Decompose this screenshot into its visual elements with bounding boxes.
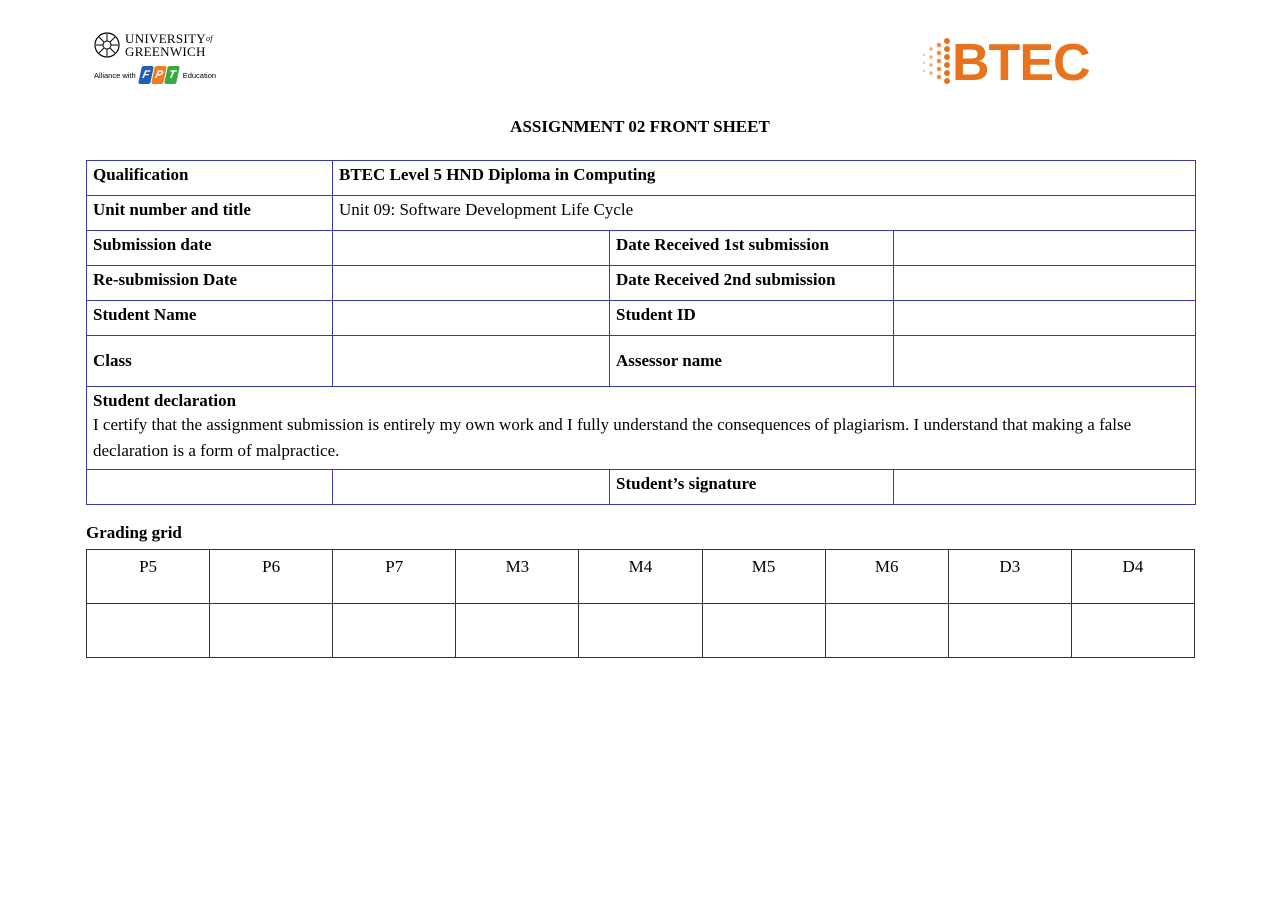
grade-cell-d3[interactable] bbox=[948, 604, 1071, 658]
assessor-field[interactable] bbox=[894, 336, 1196, 387]
signature-field[interactable] bbox=[894, 470, 1196, 505]
grade-header-d3: D3 bbox=[948, 550, 1071, 604]
fpt-letter-f: F bbox=[138, 66, 154, 84]
signature-label: Student’s signature bbox=[610, 470, 894, 505]
qualification-value: BTEC Level 5 HND Diploma in Computing bbox=[333, 161, 1196, 196]
alliance-suffix: Education bbox=[182, 70, 217, 80]
university-name-line1: UNIVERSITY bbox=[125, 31, 206, 46]
resubmission-date-field[interactable] bbox=[333, 266, 610, 301]
unit-label: Unit number and title bbox=[87, 196, 333, 231]
signature-blank-2 bbox=[333, 470, 610, 505]
grading-grid bbox=[86, 549, 1195, 658]
student-name-label: Student Name bbox=[87, 301, 333, 336]
class-field[interactable] bbox=[333, 336, 610, 387]
btec-wordmark: BTEC bbox=[952, 34, 1090, 92]
front-sheet-table bbox=[86, 160, 1196, 505]
date-received-2-label: Date Received 2nd submission bbox=[610, 266, 894, 301]
page-title: ASSIGNMENT 02 FRONT SHEET bbox=[510, 117, 770, 136]
assessor-label: Assessor name bbox=[610, 336, 894, 387]
university-of: of bbox=[206, 34, 213, 43]
submission-date-label: Submission date bbox=[87, 231, 333, 266]
declaration-text: I certify that the assignment submission is entirely my own work and I fully understand the consequences of plagiarism. I understand that making a false declaration is a form of malpractice. bbox=[93, 415, 1132, 460]
date-received-1-label: Date Received 1st submission bbox=[610, 231, 894, 266]
student-id-field[interactable] bbox=[894, 301, 1196, 336]
fpt-letter-p: P bbox=[151, 66, 167, 84]
grade-cell-m5[interactable] bbox=[702, 604, 825, 658]
grade-cell-p6[interactable] bbox=[210, 604, 333, 658]
declaration-heading: Student declaration bbox=[93, 391, 237, 410]
btec-dots-icon bbox=[916, 33, 952, 93]
university-crest-icon bbox=[94, 32, 120, 58]
grade-header-m6: M6 bbox=[825, 550, 948, 604]
date-received-2-field[interactable] bbox=[894, 266, 1196, 301]
university-name-line2: GREENWICH bbox=[125, 44, 206, 59]
grade-cell-m3[interactable] bbox=[456, 604, 579, 658]
grade-header-p5: P5 bbox=[87, 550, 210, 604]
student-declaration bbox=[87, 387, 1196, 470]
grading-grid-title: Grading grid bbox=[86, 523, 182, 542]
grade-header-m5: M5 bbox=[702, 550, 825, 604]
resubmission-date-label: Re-submission Date bbox=[87, 266, 333, 301]
student-name-field[interactable] bbox=[333, 301, 610, 336]
grade-header-p7: P7 bbox=[333, 550, 456, 604]
class-label: Class bbox=[87, 336, 333, 387]
grade-cell-p7[interactable] bbox=[333, 604, 456, 658]
grade-cell-m6[interactable] bbox=[825, 604, 948, 658]
fpt-letter-t: T bbox=[164, 66, 180, 84]
grade-cell-d4[interactable] bbox=[1071, 604, 1194, 658]
grade-header-m3: M3 bbox=[456, 550, 579, 604]
student-id-label: Student ID bbox=[610, 301, 894, 336]
qualification-label: Qualification bbox=[87, 161, 333, 196]
grade-header-d4: D4 bbox=[1071, 550, 1194, 604]
fpt-logo bbox=[140, 66, 179, 84]
date-received-1-field[interactable] bbox=[894, 231, 1196, 266]
unit-value: Unit 09: Software Development Life Cycle bbox=[333, 196, 1196, 231]
grade-cell-p5[interactable] bbox=[87, 604, 210, 658]
grade-cell-m4[interactable] bbox=[579, 604, 702, 658]
submission-date-field[interactable] bbox=[333, 231, 610, 266]
btec-logo bbox=[916, 30, 1106, 96]
university-of-greenwich-logo bbox=[94, 32, 224, 98]
grade-header-p6: P6 bbox=[210, 550, 333, 604]
signature-blank-1 bbox=[87, 470, 333, 505]
alliance-prefix: Alliance with bbox=[94, 70, 136, 80]
grade-header-m4: M4 bbox=[579, 550, 702, 604]
